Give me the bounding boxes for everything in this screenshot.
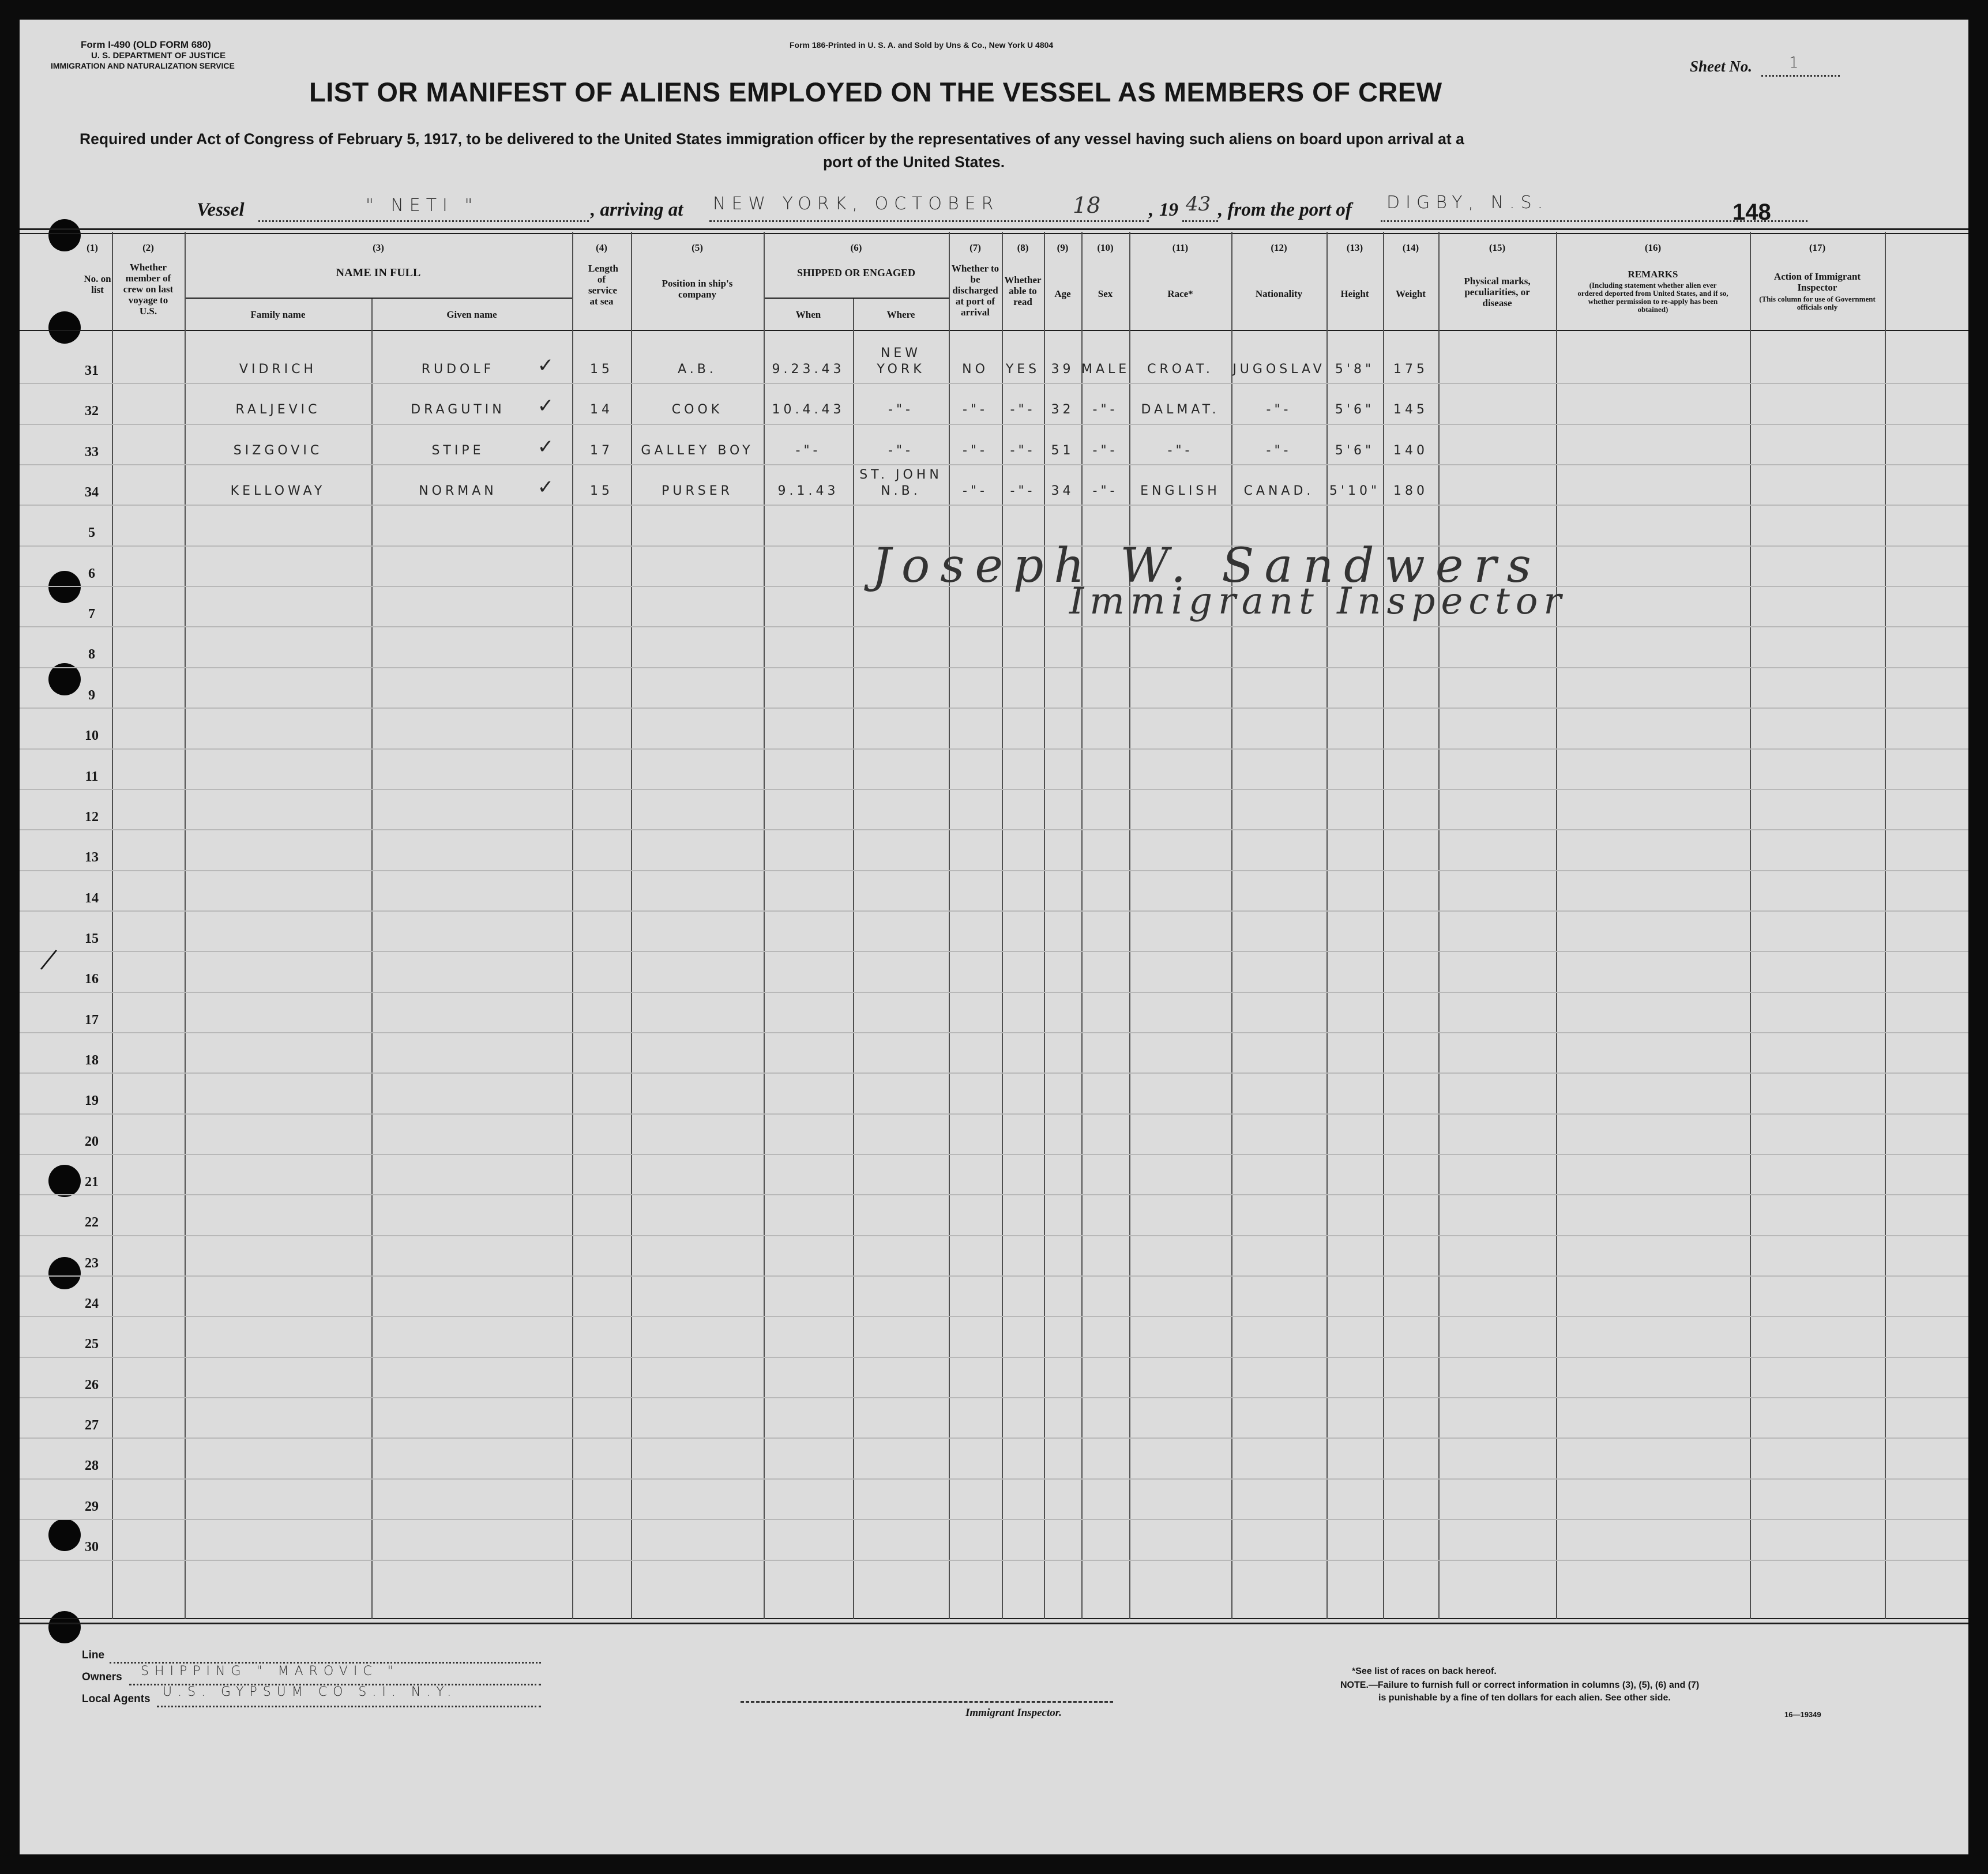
table-top-rule — [20, 228, 1968, 230]
row-rule — [20, 708, 1968, 709]
weight-cell: 180 — [1393, 484, 1428, 499]
row-rule — [20, 1478, 1968, 1480]
row-number: 27 — [85, 1418, 99, 1433]
row-number: 33 — [85, 444, 99, 460]
service-name: IMMIGRATION AND NATURALIZATION SERVICE — [51, 61, 235, 70]
col6-where-header: Where — [886, 309, 915, 320]
check-mark: ✓ — [537, 435, 558, 458]
year-underline — [1182, 220, 1218, 222]
col7-header: Whether to be discharged at port of arrival — [951, 263, 999, 318]
shipped-where-cell: ST. JOHN — [859, 468, 942, 483]
from-port-label: , from the port of — [1218, 200, 1352, 220]
height-cell: 5'6" — [1335, 443, 1375, 458]
row-number: 6 — [88, 566, 95, 581]
row-number: 8 — [88, 647, 95, 663]
service-length-cell: 17 — [590, 443, 613, 458]
col3-given-header: Given name — [446, 309, 497, 320]
row-number: 22 — [85, 1215, 99, 1230]
line-underline — [110, 1662, 541, 1664]
race-cell: -"- — [1167, 443, 1193, 458]
nationality-cell: CANAD. — [1243, 484, 1314, 499]
sex-cell: MALE — [1081, 362, 1130, 377]
discharged-cell: NO — [962, 362, 989, 377]
row-number: 15 — [85, 931, 99, 946]
row-number: 20 — [85, 1134, 99, 1149]
row-rule — [20, 505, 1968, 506]
col3-header: NAME IN FULL — [336, 266, 421, 279]
col16-note: (Including statement whether alien ever ordered deported from United States, and if so, whether permission to re-apply has been obtained) — [1577, 281, 1728, 314]
arriving-underline — [709, 220, 1149, 222]
col-divider — [1081, 232, 1083, 1619]
row-number: 28 — [85, 1458, 99, 1474]
given-name-cell: RUDOLF — [421, 362, 495, 377]
row-rule — [20, 748, 1968, 750]
form-number: Form I-490 (OLD FORM 680) — [81, 39, 211, 50]
day-comma: , — [1149, 200, 1154, 220]
col-divider — [1556, 232, 1557, 1619]
row-rule — [20, 1113, 1968, 1115]
able-to-read-cell: -"- — [1010, 443, 1036, 458]
row-number: 29 — [85, 1499, 99, 1514]
col-divider — [764, 232, 765, 1619]
form-subtitle-1: Required under Act of Congress of February 5, 1917, to be delivered to the United States immigration officer by the representatives of any vessel having such aliens on board upon arrival at a — [80, 130, 1464, 148]
table-bottom-rule — [20, 1618, 1968, 1619]
row-number: 16 — [85, 972, 99, 987]
given-name-cell: STIPE — [431, 443, 484, 458]
height-cell: 5'10" — [1329, 484, 1381, 499]
shipped-where-cell-2: N.B. — [881, 484, 921, 499]
sex-cell: -"- — [1092, 443, 1118, 458]
weight-cell: 145 — [1393, 402, 1428, 417]
row-rule — [20, 829, 1968, 830]
row-rule — [20, 1073, 1968, 1074]
row-number: 5 — [88, 525, 95, 541]
row-number: 18 — [85, 1052, 99, 1068]
row-rule — [20, 951, 1968, 952]
shipped-where-cell: NEW — [880, 346, 922, 360]
table-bottom-rule-2 — [20, 1623, 1968, 1624]
row-rule — [20, 910, 1968, 912]
row-number: 32 — [85, 404, 99, 419]
owners-label: Owners — [82, 1671, 122, 1683]
discharged-cell: -"- — [963, 484, 988, 499]
col13-number: (13) — [1346, 242, 1363, 253]
weight-cell: 140 — [1393, 443, 1428, 458]
race-cell: CROAT. — [1147, 362, 1213, 377]
family-name-cell: RALJEVIC — [235, 402, 321, 417]
col15-number: (15) — [1489, 242, 1506, 253]
header-bottom-rule — [20, 330, 1968, 331]
departure-port: DIGBY, N.S. — [1386, 193, 1549, 213]
col3-number: (3) — [373, 242, 384, 253]
col-divider — [1002, 232, 1003, 1619]
col-divider — [1438, 232, 1440, 1619]
form-subtitle-2: port of the United States. — [823, 153, 1005, 171]
height-cell: 5'8" — [1335, 362, 1375, 377]
position-cell: GALLEY BOY — [641, 443, 754, 458]
table-top-rule-2 — [20, 233, 1968, 234]
owners-value: SHIPPING " MAROVIC " — [141, 1664, 399, 1679]
shipped-when-cell: 10.4.43 — [772, 402, 845, 417]
row-rule — [20, 1519, 1968, 1520]
row-number: 23 — [85, 1255, 99, 1271]
col12-header: Nationality — [1255, 288, 1303, 299]
race-cell: ENGLISH — [1140, 484, 1220, 499]
sex-cell: -"- — [1092, 484, 1118, 499]
col17-note: (This column for use of Government officials only — [1759, 295, 1876, 311]
inspector-signature: Joseph W. Sandwers — [872, 539, 1542, 593]
check-mark: ✓ — [537, 354, 558, 377]
row-rule — [20, 1560, 1968, 1561]
row-number: 21 — [85, 1175, 99, 1190]
able-to-read-cell: -"- — [1010, 484, 1036, 499]
sheet-label: Sheet No. — [1690, 58, 1752, 75]
row-rule — [20, 1397, 1968, 1398]
col-divider — [1383, 232, 1384, 1619]
row-number: 19 — [85, 1093, 99, 1109]
inspector-title: Immigrant Inspector — [1069, 580, 1567, 623]
col3-family-header: Family name — [250, 309, 306, 320]
row-rule — [20, 1357, 1968, 1358]
row-rule — [20, 1275, 1968, 1277]
col1-number: (1) — [87, 242, 98, 253]
row-rule — [20, 1032, 1968, 1033]
col17-header: Action of Immigrant Inspector — [1773, 271, 1861, 293]
col9-header: Age — [1054, 288, 1071, 299]
note-line-2: is punishable by a fine of ten dollars for each alien. See other side. — [1378, 1693, 1671, 1703]
col16-number: (16) — [1644, 242, 1662, 253]
col-divider — [1326, 232, 1328, 1619]
form-title: LIST OR MANIFEST OF ALIENS EMPLOYED ON THE VESSEL AS MEMBERS OF CREW — [309, 77, 1442, 107]
col9-number: (9) — [1057, 242, 1069, 253]
agents-underline — [157, 1706, 541, 1707]
col14-number: (14) — [1402, 242, 1419, 253]
agents-label: Local Agents — [82, 1693, 151, 1705]
service-length-cell: 15 — [590, 362, 613, 377]
col17-number: (17) — [1809, 242, 1826, 253]
note-line-1: NOTE.—Failure to furnish full or correct information in columns (3), (5), (6) and (7) — [1340, 1680, 1700, 1690]
row-rule — [20, 626, 1968, 627]
name-subheader-rule — [185, 298, 572, 299]
col5-number: (5) — [692, 242, 703, 253]
age-cell: 39 — [1051, 362, 1074, 377]
shipped-where-cell: -"- — [888, 443, 914, 458]
nationality-cell: -"- — [1266, 402, 1292, 417]
department: U. S. DEPARTMENT OF JUSTICE — [91, 51, 226, 61]
family-name-cell: SIZGOVIC — [233, 443, 323, 458]
row-rule — [20, 1438, 1968, 1439]
family-name-cell: KELLOWAY — [230, 484, 326, 499]
col6-header: SHIPPED OR ENGAGED — [796, 267, 916, 279]
line-label: Line — [82, 1649, 105, 1661]
inspector-sign-label: Immigrant Inspector. — [965, 1707, 1062, 1719]
height-cell: 5'6" — [1335, 402, 1375, 417]
col-divider — [185, 232, 186, 1619]
race-cell: DALMAT. — [1141, 402, 1220, 417]
col7-number: (7) — [969, 242, 981, 253]
able-to-read-cell: YES — [1005, 362, 1040, 377]
discharged-cell: -"- — [963, 443, 988, 458]
col-divider — [1231, 232, 1232, 1619]
col-divider — [1044, 232, 1045, 1619]
position-cell: COOK — [671, 402, 723, 417]
row-number: 10 — [85, 728, 99, 744]
row-number: 7 — [88, 607, 95, 622]
printer-line: Form 186-Printed in U. S. A. and Sold by Uns & Co., New York U 4804 — [790, 40, 1054, 50]
row-number: 24 — [85, 1296, 99, 1312]
row-rule — [20, 870, 1968, 871]
position-cell: A.B. — [678, 362, 717, 377]
col15-header: Physical marks, peculiarities, or disease — [1464, 276, 1531, 308]
age-cell: 51 — [1051, 443, 1074, 458]
shipped-where-cell: -"- — [888, 402, 914, 417]
row-rule — [20, 1235, 1968, 1236]
row-number: 26 — [85, 1377, 99, 1393]
inspector-sign-line — [741, 1701, 1113, 1703]
col-divider — [1129, 232, 1130, 1619]
given-name-cell: DRAGUTIN — [411, 402, 505, 417]
shipped-where-cell-2: YORK — [877, 362, 925, 377]
nationality-cell: -"- — [1266, 443, 1292, 458]
row-number: 34 — [85, 485, 99, 501]
form-code: 16—19349 — [1784, 1710, 1821, 1719]
vessel-name: " NETI " — [366, 195, 479, 216]
check-mark: ✓ — [537, 394, 558, 418]
col11-header: Race* — [1167, 288, 1193, 299]
given-name-cell: NORMAN — [419, 484, 497, 499]
vessel-underline — [258, 220, 589, 222]
col-divider — [572, 232, 573, 1619]
row-rule — [20, 383, 1968, 384]
col10-header: Sex — [1098, 288, 1113, 299]
arriving-label: , arriving at — [591, 200, 683, 220]
col11-number: (11) — [1172, 242, 1189, 253]
arrival-day: 18 — [1073, 193, 1101, 218]
discharged-cell: -"- — [963, 402, 988, 417]
row-rule — [20, 667, 1968, 668]
races-note: *See list of races on back hereof. — [1352, 1666, 1497, 1676]
col-divider — [1750, 232, 1751, 1619]
col2-header: Whether member of crew on last voyage to U.S. — [123, 262, 174, 317]
row-rule — [20, 789, 1968, 790]
year-prefix: 19 — [1159, 200, 1178, 220]
row-rule — [20, 1316, 1968, 1317]
col14-header: Weight — [1396, 288, 1426, 299]
service-length-cell: 15 — [590, 484, 613, 499]
weight-cell: 175 — [1393, 362, 1428, 377]
sheet-number-line — [1761, 75, 1840, 77]
col5-header: Position in ship's company — [662, 278, 733, 300]
arrival-year: 43 — [1186, 193, 1211, 216]
col-divider — [112, 232, 113, 1619]
col10-number: (10) — [1097, 242, 1114, 253]
able-to-read-cell: -"- — [1010, 402, 1036, 417]
shipped-when-cell: 9.23.43 — [772, 362, 845, 377]
row-number: 14 — [85, 890, 99, 906]
col16-header: REMARKS — [1628, 269, 1678, 280]
row-number: 12 — [85, 809, 99, 825]
shipped-when-cell: 9.1.43 — [777, 484, 839, 499]
vessel-label: Vessel — [197, 200, 245, 220]
col6-when-header: When — [795, 309, 821, 320]
sex-cell: -"- — [1092, 402, 1118, 417]
col-divider — [1885, 232, 1886, 1619]
arriving-port: NEW YORK, OCTOBER — [713, 194, 999, 214]
col8-number: (8) — [1017, 242, 1029, 253]
age-cell: 34 — [1051, 484, 1074, 499]
row-number: 9 — [88, 687, 95, 703]
row-number: 11 — [85, 769, 99, 784]
col8-header: Whether able to read — [1004, 274, 1042, 307]
row-number: 25 — [85, 1337, 99, 1352]
row-number: 13 — [85, 850, 99, 865]
col1-header: No. on list — [84, 273, 111, 295]
col6-number: (6) — [850, 242, 862, 253]
row-rule — [20, 1154, 1968, 1155]
check-mark: ✓ — [537, 476, 558, 499]
col4-number: (4) — [596, 242, 607, 253]
shipped-when-cell: -"- — [795, 443, 821, 458]
margin-mark: / — [37, 940, 60, 979]
row-rule — [20, 1194, 1968, 1195]
col13-header: Height — [1340, 288, 1369, 299]
age-cell: 32 — [1051, 402, 1074, 417]
col12-number: (12) — [1271, 242, 1287, 253]
service-length-cell: 14 — [590, 402, 613, 417]
nationality-cell: JUGOSLAV — [1232, 362, 1325, 377]
row-rule — [20, 464, 1968, 465]
row-rule — [20, 992, 1968, 993]
col-divider — [949, 232, 950, 1619]
row-number: 17 — [85, 1012, 99, 1028]
punch-hole — [48, 311, 81, 344]
col2-number: (2) — [142, 242, 154, 253]
punch-hole — [48, 1611, 81, 1643]
row-rule — [20, 424, 1968, 425]
col-divider — [631, 232, 632, 1619]
family-name-cell: VIDRICH — [239, 362, 317, 377]
manifest-sheet — [20, 20, 1968, 1854]
row-number: 31 — [85, 363, 99, 378]
sheet-number: 1 — [1789, 54, 1805, 72]
page-stamp: 148 — [1733, 200, 1771, 225]
agents-value: U.S. GYPSUM CO S.I. N.Y. — [163, 1685, 457, 1699]
col4-header: Length of service at sea — [588, 263, 618, 307]
shipped-subheader-rule — [764, 298, 949, 299]
row-number: 30 — [85, 1540, 99, 1555]
position-cell: PURSER — [662, 484, 733, 499]
